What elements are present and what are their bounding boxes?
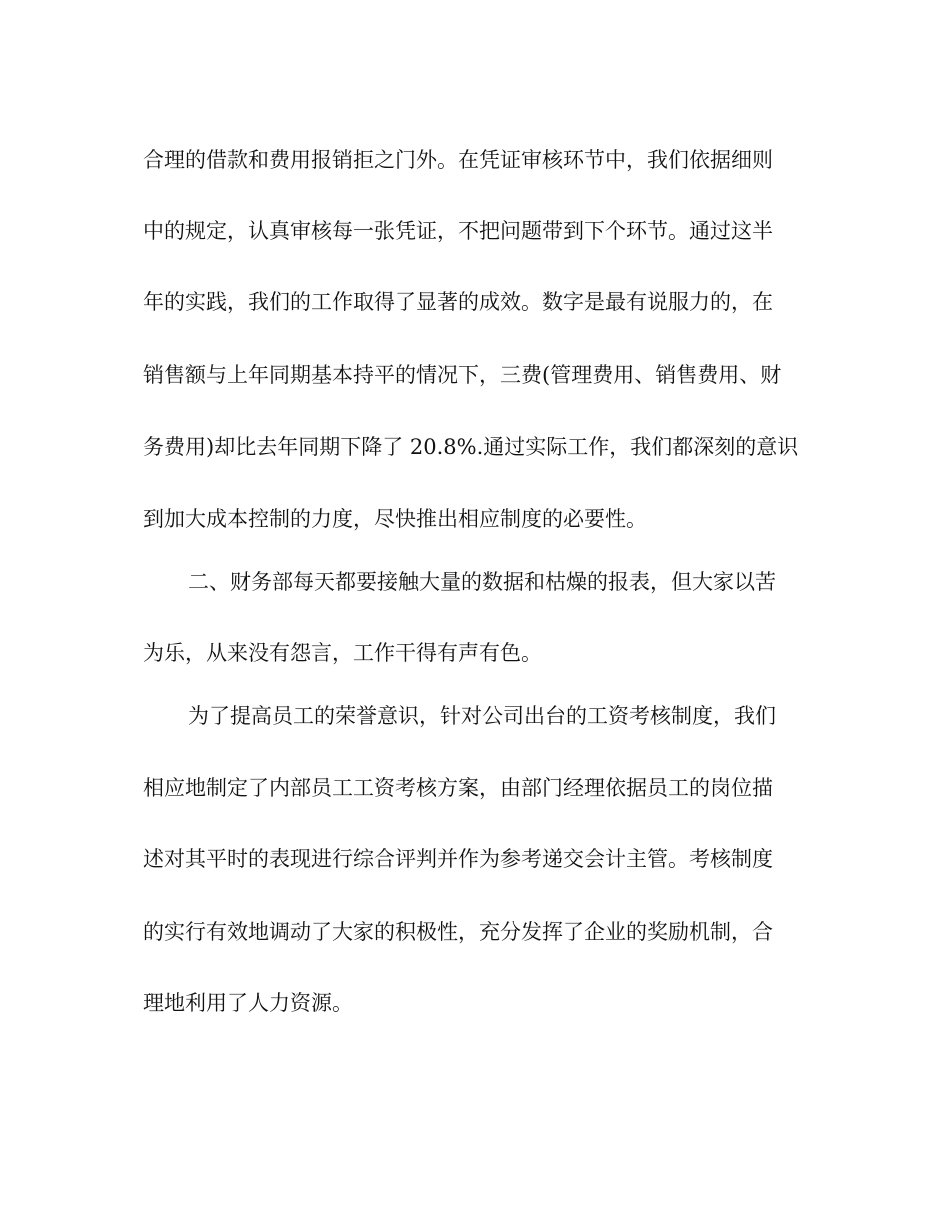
text-line-content: 的实行有效地调动了大家的积极性，充分发挥了企业的奖励机制，合	[143, 920, 773, 944]
text-line	[0, 140, 950, 180]
text-line-content: 年的实践，我们的工作取得了显著的成效。数字是最有说服力的，在	[143, 290, 773, 314]
text-line	[0, 427, 950, 467]
text-line-content: 到加大成本控制的力度，尽快推出相应制度的必要性。	[143, 507, 647, 531]
text-line-content: 相应地制定了内部员工工资考核方案，由部门经理依据员工的岗位描	[143, 776, 773, 800]
text-line-content: 中的规定，认真审核每一张凭证，不把问题带到下个环节。通过这半	[143, 219, 773, 243]
text-line	[0, 282, 950, 322]
text-line	[0, 355, 950, 395]
text-line-content: 为了提高员工的荣誉意识，针对公司出台的工资考核制度，我们	[188, 704, 776, 728]
text-line	[0, 499, 950, 539]
text-line	[0, 768, 950, 808]
paragraph-start-line	[0, 562, 950, 602]
text-line-content: 述对其平时的表现进行综合评判并作为参考递交会计主管。考核制度	[143, 847, 773, 871]
text-line-content: 为乐，从来没有怨言，工作干得有声有色。	[143, 641, 542, 665]
text-line-content: 合理的借款和费用报销拒之门外。在凭证审核环节中，我们依据细则	[143, 148, 773, 172]
text-line	[0, 983, 950, 1023]
text-line-content: 务费用)却比去年同期下降了 20.8%.通过实际工作，我们都深刻的意识	[143, 435, 799, 459]
text-line	[0, 839, 950, 879]
text-line	[0, 211, 950, 251]
paragraph-start-line	[0, 696, 950, 736]
text-line	[0, 633, 950, 673]
text-line-content: 销售额与上年同期基本持平的情况下，三费(管理费用、销售费用、财	[143, 363, 782, 387]
text-line-content: 理地利用了人力资源。	[143, 991, 353, 1015]
text-line-content: 二、财务部每天都要接触大量的数据和枯燥的报表，但大家以苦	[188, 570, 776, 594]
text-line	[0, 912, 950, 952]
